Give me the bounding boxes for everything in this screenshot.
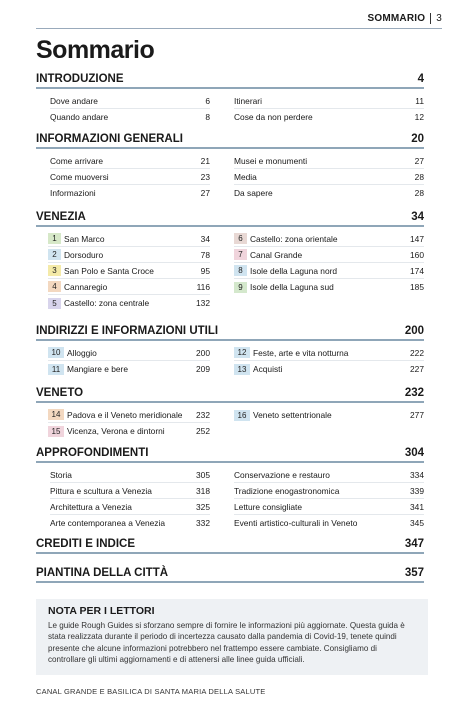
running-head bbox=[368, 13, 442, 24]
entry-label: Letture consigliate bbox=[234, 501, 302, 512]
chapter-entry[interactable] bbox=[48, 423, 210, 439]
chapter-label-group bbox=[48, 426, 165, 437]
section-rule bbox=[36, 581, 424, 583]
section-heading[interactable] bbox=[36, 535, 424, 550]
chapter-label: Castello: zona centrale bbox=[64, 298, 150, 308]
toc-entry[interactable] bbox=[50, 467, 210, 483]
chapter-number-badge: 13 bbox=[234, 364, 250, 375]
chapter-label: Isole della Laguna nord bbox=[250, 265, 338, 276]
toc-entry[interactable] bbox=[234, 109, 424, 125]
chapter-entry[interactable] bbox=[48, 345, 210, 361]
chapter-label-group bbox=[234, 410, 332, 421]
entry-page: 27 bbox=[200, 188, 210, 198]
toc-entry[interactable] bbox=[234, 169, 424, 185]
entry-label: Itinerari bbox=[234, 95, 262, 106]
section-rule bbox=[36, 87, 424, 89]
chapter-label: Cannaregio bbox=[64, 281, 108, 292]
chapter-number-badge: 1 bbox=[48, 233, 61, 244]
section-introduzione bbox=[36, 70, 424, 125]
entry-label: Da sapere bbox=[234, 188, 273, 198]
entry-label: Come arrivare bbox=[50, 155, 104, 166]
section-page: 200 bbox=[404, 325, 424, 337]
chapter-label-group bbox=[48, 409, 182, 420]
chapter-label: Mangiare e bere bbox=[67, 364, 128, 374]
entry-page: 28 bbox=[414, 171, 424, 182]
section-page: 304 bbox=[404, 447, 424, 459]
entry-label: Informazioni bbox=[50, 188, 96, 198]
chapter-page: 232 bbox=[196, 409, 210, 420]
entry-label: Come muoversi bbox=[50, 171, 109, 182]
entry-page: 318 bbox=[196, 485, 210, 496]
chapter-label: Padova e il Veneto meridionale bbox=[67, 409, 183, 420]
chapter-entry[interactable] bbox=[48, 231, 210, 247]
entry-label: Quando andare bbox=[50, 112, 109, 122]
section-rule bbox=[36, 225, 424, 227]
chapter-label-group bbox=[48, 347, 97, 358]
chapter-page: 160 bbox=[410, 249, 424, 260]
section-heading[interactable] bbox=[36, 564, 424, 579]
entry-label: Architettura a Venezia bbox=[50, 501, 132, 512]
chapter-entry[interactable] bbox=[48, 407, 210, 423]
entry-label: Conservazione e restauro bbox=[234, 469, 330, 480]
chapter-number-badge: 7 bbox=[234, 249, 247, 260]
section-heading[interactable] bbox=[36, 130, 424, 145]
toc-entry[interactable] bbox=[234, 483, 424, 499]
chapter-label-group bbox=[48, 233, 105, 244]
chapter-number-badge: 8 bbox=[234, 265, 247, 276]
entry-label: Cose da non perdere bbox=[234, 112, 313, 122]
entry-label: Storia bbox=[50, 469, 72, 480]
section-heading[interactable] bbox=[36, 384, 424, 399]
entry-page: 332 bbox=[196, 518, 210, 528]
entry-page: 11 bbox=[415, 95, 424, 106]
section-title: APPROFONDIMENTI bbox=[36, 447, 149, 459]
chapter-entry[interactable] bbox=[234, 263, 424, 279]
section-rule bbox=[36, 461, 424, 463]
entry-page: 6 bbox=[205, 95, 210, 106]
section-indirizzi bbox=[36, 322, 424, 377]
chapter-column-left bbox=[36, 231, 230, 311]
toc-entry[interactable] bbox=[50, 483, 210, 499]
chapter-number-badge: 3 bbox=[48, 265, 61, 276]
section-page: 347 bbox=[404, 538, 424, 550]
entry-page: 305 bbox=[196, 469, 210, 480]
section-title: INTRODUZIONE bbox=[36, 73, 124, 85]
toc-entry[interactable] bbox=[234, 515, 424, 531]
chapter-page: 132 bbox=[196, 298, 210, 308]
entry-page: 334 bbox=[410, 469, 424, 480]
chapter-number-badge: 14 bbox=[48, 409, 64, 420]
chapter-entry[interactable] bbox=[48, 295, 210, 311]
chapter-label: Veneto settentrionale bbox=[253, 410, 332, 420]
chapter-entry[interactable] bbox=[234, 247, 424, 263]
chapter-label: Castello: zona orientale bbox=[250, 233, 338, 244]
chapter-label: Alloggio bbox=[67, 347, 97, 358]
chapter-page: 252 bbox=[196, 426, 210, 436]
entry-page: 345 bbox=[410, 518, 424, 528]
section-rule bbox=[36, 147, 424, 149]
entry-page: 12 bbox=[414, 112, 424, 122]
toc-entry[interactable] bbox=[234, 467, 424, 483]
chapter-column-right bbox=[230, 345, 424, 377]
chapter-page: 147 bbox=[410, 233, 424, 244]
chapter-number-badge: 5 bbox=[48, 298, 61, 309]
entry-page: 28 bbox=[414, 188, 424, 198]
chapter-number-badge: 2 bbox=[48, 249, 61, 260]
note-text: Le guide Rough Guides si sforzano sempre di fornire le informazioni più aggiornate. Questa guida è stata realizzata durante il periodo di incertezza causato dalla pandemia di Covid-19, tenete quindi presente che alcune informazioni potrebbero nel frattempo essere cambiate. Consigliamo di controllare gli ultimi aggiornamenti e di attenersi alle linee guida ufficiali. bbox=[48, 621, 405, 665]
chapter-label: Dorsoduro bbox=[64, 249, 104, 260]
top-rule bbox=[36, 28, 442, 29]
chapter-label-group bbox=[48, 249, 103, 260]
entry-page: 21 bbox=[200, 155, 210, 166]
chapter-page: 95 bbox=[200, 265, 210, 276]
section-title: INFORMAZIONI GENERALI bbox=[36, 133, 183, 145]
entry-page: 339 bbox=[410, 485, 424, 496]
section-title: VENETO bbox=[36, 387, 84, 399]
chapter-entry[interactable] bbox=[48, 247, 210, 263]
chapter-label-group bbox=[48, 281, 107, 292]
section-page: 20 bbox=[411, 133, 424, 145]
section-heading[interactable] bbox=[36, 444, 424, 459]
section-heading[interactable] bbox=[36, 322, 424, 337]
section-rule bbox=[36, 552, 424, 554]
section-rule bbox=[36, 401, 424, 403]
entry-page: 8 bbox=[205, 112, 210, 122]
chapter-label-group bbox=[234, 265, 337, 276]
chapter-column-left bbox=[36, 407, 230, 439]
toc-entry[interactable] bbox=[50, 109, 210, 125]
photo-caption: CANAL GRANDE E BASILICA DI SANTA MARIA DELLA SALUTE bbox=[36, 687, 266, 696]
chapter-page: 209 bbox=[196, 364, 210, 374]
section-heading[interactable] bbox=[36, 208, 424, 223]
chapter-number-badge: 15 bbox=[48, 426, 64, 437]
chapter-label-group bbox=[48, 265, 154, 276]
entry-page: 27 bbox=[414, 155, 424, 166]
note-title: NOTA PER I LETTORI bbox=[48, 605, 155, 617]
chapter-entry[interactable] bbox=[234, 407, 424, 423]
chapter-page: 200 bbox=[196, 347, 210, 358]
section-veneto bbox=[36, 384, 424, 439]
chapter-number-badge: 9 bbox=[234, 282, 247, 293]
section-piantina bbox=[36, 564, 424, 583]
entry-label: Media bbox=[234, 171, 257, 182]
section-page: 34 bbox=[411, 211, 424, 223]
section-venezia bbox=[36, 208, 424, 311]
chapter-entry[interactable] bbox=[234, 279, 424, 295]
running-head-divider bbox=[430, 13, 431, 24]
toc-entry[interactable] bbox=[234, 93, 424, 109]
chapter-page: 277 bbox=[410, 410, 424, 420]
chapter-page: 227 bbox=[410, 364, 424, 374]
chapter-entry[interactable] bbox=[48, 361, 210, 377]
chapter-label-group bbox=[234, 347, 348, 358]
chapter-number-badge: 10 bbox=[48, 347, 64, 358]
chapter-label: Feste, arte e vita notturna bbox=[253, 347, 349, 358]
entry-label: Musei e monumenti bbox=[234, 155, 308, 166]
section-heading[interactable] bbox=[36, 70, 424, 85]
chapter-label: Isole della Laguna sud bbox=[250, 282, 334, 292]
toc-entry[interactable] bbox=[50, 499, 210, 515]
chapter-number-badge: 16 bbox=[234, 410, 250, 421]
entry-label: Tradizione enogastronomica bbox=[234, 485, 340, 496]
entry-page: 341 bbox=[410, 501, 424, 512]
chapter-column-right bbox=[230, 407, 424, 439]
chapter-page: 222 bbox=[410, 347, 424, 358]
chapter-page: 116 bbox=[196, 281, 210, 292]
reader-note-box bbox=[36, 599, 428, 675]
running-head-page: 3 bbox=[436, 13, 442, 24]
section-page: 357 bbox=[404, 567, 424, 579]
entry-label: Pittura e scultura a Venezia bbox=[50, 485, 152, 496]
chapter-entry[interactable] bbox=[234, 361, 424, 377]
chapter-label-group bbox=[234, 364, 282, 375]
section-page: 4 bbox=[417, 73, 424, 85]
toc-entry[interactable] bbox=[234, 153, 424, 169]
entry-page: 325 bbox=[196, 501, 210, 512]
section-crediti bbox=[36, 535, 424, 554]
chapter-label-group bbox=[48, 298, 149, 309]
section-title: CREDITI E INDICE bbox=[36, 538, 136, 550]
toc-entry[interactable] bbox=[50, 515, 210, 531]
chapter-label-group bbox=[234, 233, 338, 244]
section-informazioni-generali bbox=[36, 130, 424, 201]
chapter-column-left bbox=[36, 345, 230, 377]
toc-entry[interactable] bbox=[50, 93, 210, 109]
chapter-entry[interactable] bbox=[48, 263, 210, 279]
section-title: PIANTINA DELLA CITTÀ bbox=[36, 567, 169, 579]
entry-label: Arte contemporanea a Venezia bbox=[50, 518, 166, 528]
section-title: INDIRIZZI E INFORMAZIONI UTILI bbox=[36, 325, 219, 337]
chapter-page: 185 bbox=[410, 282, 424, 292]
chapter-number-badge: 6 bbox=[234, 233, 247, 244]
chapter-label: Canal Grande bbox=[250, 249, 303, 260]
section-approfondimenti bbox=[36, 444, 424, 531]
chapter-page: 34 bbox=[200, 233, 210, 244]
chapter-number-badge: 4 bbox=[48, 281, 61, 292]
entry-page: 23 bbox=[200, 171, 210, 182]
chapter-number-badge: 12 bbox=[234, 347, 250, 358]
chapter-page: 174 bbox=[410, 265, 424, 276]
chapter-label: San Polo e Santa Croce bbox=[64, 265, 154, 276]
chapter-entry[interactable] bbox=[234, 345, 424, 361]
section-title: VENEZIA bbox=[36, 211, 86, 223]
chapter-entry[interactable] bbox=[48, 279, 210, 295]
chapter-label-group bbox=[234, 249, 302, 260]
toc-entry[interactable] bbox=[234, 185, 424, 201]
chapter-column-right bbox=[230, 231, 424, 311]
chapter-label: San Marco bbox=[64, 233, 105, 244]
entry-label: Dove andare bbox=[50, 95, 98, 106]
page-title: Sommario bbox=[36, 36, 155, 64]
toc-entry[interactable] bbox=[50, 169, 210, 185]
chapter-entry[interactable] bbox=[234, 231, 424, 247]
chapter-number-badge: 11 bbox=[48, 364, 64, 375]
running-head-label: SOMMARIO bbox=[367, 13, 426, 24]
section-rule bbox=[36, 339, 424, 341]
toc-entry[interactable] bbox=[50, 153, 210, 169]
chapter-label-group bbox=[234, 282, 334, 293]
chapter-label: Vicenza, Verona e dintorni bbox=[67, 426, 165, 436]
chapter-label-group bbox=[48, 364, 128, 375]
chapter-label: Acquisti bbox=[253, 364, 283, 374]
chapter-page: 78 bbox=[200, 249, 210, 260]
entry-label: Eventi artistico-culturali in Veneto bbox=[234, 518, 358, 528]
toc-entry[interactable] bbox=[234, 499, 424, 515]
section-page: 232 bbox=[404, 387, 424, 399]
toc-entry[interactable] bbox=[50, 185, 210, 201]
